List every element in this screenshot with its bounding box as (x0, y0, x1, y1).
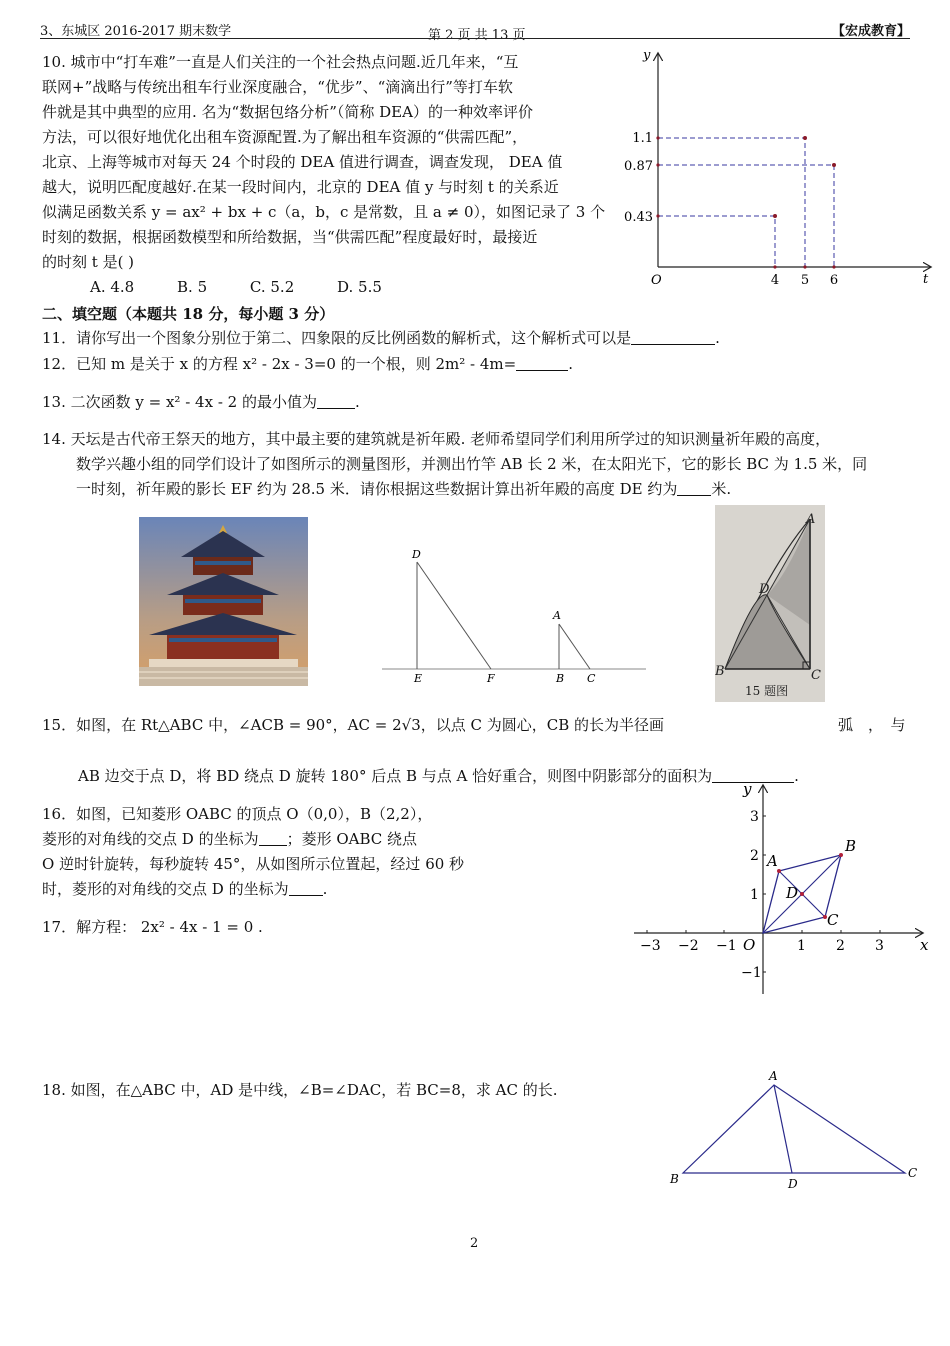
label-b: B (715, 664, 725, 679)
y-axis-label: y (643, 48, 651, 63)
y-tick-0-87: 0.87 (624, 159, 653, 174)
q16-line: 16．如图，已知菱形 OABC 的顶点 O（0,0），B（2,2）， (42, 805, 433, 823)
label-a: A (553, 609, 561, 622)
q10-line: 似满足函数关系 y = ax² + bx + c（a，b，c 是常数，且 a ≠ 0），如图记录了 3 个 (42, 203, 606, 221)
question-18: 18. 如图，在△ABC 中，AD 是中线，∠B=∠DAC，若 BC=8，求 AC 的长. (42, 1081, 558, 1099)
q14-line-last: 一时刻，祈年殿的影长 EF 约为 28.5 米．请你根据这些数据计算出祈年殿的高度 DE 约为 米. (76, 480, 732, 498)
choice-b: B. 5 (177, 278, 208, 296)
choice-d: D. 5.5 (337, 278, 382, 296)
header-page-indicator: 第 2 页 共 13 页 (428, 28, 526, 43)
label-f: F (487, 672, 495, 685)
x-tick-3: 3 (875, 938, 884, 954)
question-15-line1: 15．如图，在 Rt△ABC 中，∠ACB = 90°，AC = 2√3，以点 C 为圆心，CB 的长为半径画 (42, 716, 665, 734)
q12-answer-blank[interactable] (516, 354, 568, 371)
question-10 (42, 50, 607, 300)
question-14 (42, 427, 922, 502)
question-13: 13. 二次函数 y = x² - 4x - 2 的最小值为 . (42, 393, 360, 411)
q10-choices (42, 275, 607, 300)
q10-line: 越大，说明匹配度越好.在某一段时间内，北京的 DEA 值 y 与时刻 t 的关系近 (42, 178, 559, 196)
figure-caption: 15 题图 (745, 684, 789, 698)
label-d: D (788, 1177, 798, 1191)
q14-line: 14. 天坛是古代帝王祭天的地方，其中最主要的建筑就是祈年殿. 老师希望同学们利用所学过的知识测量祈年殿的高度， (42, 430, 831, 448)
question-17: 17．解方程： 2x² - 4x - 1 = 0 . (42, 918, 263, 936)
q10-line: 件就是其中典型的应用. 名为“数据包络分析”（简称 DEA）的一种效率评价 (42, 103, 533, 121)
label-b: B (556, 672, 565, 685)
question-12: 12．已知 m 是关于 x 的方程 x² - 2x - 3=0 的一个根，则 2m² - 4m= . (42, 355, 573, 373)
y-tick-3: 3 (750, 809, 759, 825)
label-c: C (908, 1166, 918, 1180)
q11-answer-blank[interactable] (631, 328, 715, 345)
triangle-abc (683, 1085, 905, 1173)
label-a: A (769, 1069, 778, 1083)
question-15-line2: AB 边交于点 D，将 BD 绕点 D 旋转 180° 后点 B 与点 A 恰好重合，则图中阴影部分的面积为 . (78, 767, 799, 785)
segment-ac (559, 624, 590, 669)
point-b-label: B (845, 837, 857, 855)
q14-line: 数学兴趣小组的同学们设计了如图所示的测量图形，并测出竹竿 AB 长 2 米，在太阳光下，它的影长 BC 为 1.5 米，同 (76, 455, 868, 473)
origin-label: O (743, 936, 756, 954)
section-2-title: 二、填空题（本题共 18 分，每小题 3 分） (42, 305, 335, 323)
guide-t5 (658, 138, 805, 267)
q10-line: 方法，可以很好地优化出租车资源配置.为了解出租车资源的“供需匹配”， (42, 128, 528, 146)
label-e: E (414, 672, 423, 685)
origin-label: O (651, 273, 662, 288)
header-left: 3、东城区 2016-2017 期末数学 (40, 24, 232, 39)
point-t6 (832, 163, 836, 167)
q16-line: O 逆时针旋转，每秒旋转 45°，从如图所示位置起，经过 60 秒 (42, 855, 465, 873)
q16-answer-blank-2[interactable] (289, 879, 323, 896)
y-tick-2: 2 (750, 848, 759, 864)
q13-answer-blank[interactable] (317, 392, 355, 409)
q10-line: 时刻的数据，根据函数模型和所给数据，当“供需匹配”程度最好时，最接近 (42, 228, 538, 246)
label-c: C (587, 672, 596, 685)
t-tick-6: 6 (829, 273, 839, 288)
x-tick-2: 2 (836, 938, 845, 954)
header-rule (40, 38, 910, 39)
header-brand: 【宏成教育】 (831, 24, 910, 39)
x-tick-1: 1 (797, 938, 806, 954)
q14-measurement-figure (378, 540, 650, 690)
q10-line: 10. 城市中“打车难”一直是人们关注的一个社会热点问题.近几年来，“互 (42, 53, 519, 71)
y-tick-0-43: 0.43 (624, 210, 653, 225)
point-c-label: C (827, 911, 839, 929)
segment-df (417, 562, 491, 669)
q15-figure-photo (715, 505, 825, 702)
q16-rhombus-graph (630, 780, 935, 1000)
label-d: D (412, 548, 421, 561)
label-d: D (759, 582, 770, 597)
q18-triangle-figure (665, 1065, 925, 1195)
guide-t4 (658, 216, 775, 267)
t-tick-4: 4 (770, 273, 780, 288)
label-c: C (811, 668, 821, 683)
page-number: 2 (470, 1236, 479, 1251)
label-a: A (806, 512, 816, 527)
q10-line: 的时刻 t 是( ) (42, 253, 135, 271)
t-axis-label: t (923, 272, 929, 287)
q16-line: 时，菱形的对角线的交点 D 的坐标为 . (42, 880, 328, 898)
q11-text: 11．请你写出一个图象分别位于第二、四象限的反比例函数的解析式，这个解析式可以是 (42, 329, 632, 347)
temple-of-heaven-photo (139, 517, 308, 686)
q13-text: 13. 二次函数 y = x² - 4x - 2 的最小值为 (42, 393, 317, 411)
q14-answer-blank[interactable] (677, 479, 711, 496)
x-tick-neg1: −1 (716, 938, 737, 954)
choice-c: C. 5.2 (249, 278, 295, 296)
q16-answer-blank-1[interactable] (259, 829, 287, 846)
point-a-label: A (767, 852, 778, 870)
x-tick-neg3: −3 (640, 938, 661, 954)
q10-line: 联网+”战略与传统出租车行业深度融合，“优步”、“滴滴出行”等打车软 (42, 78, 513, 96)
t-tick-5: 5 (800, 273, 810, 288)
y-axis-label: y (743, 780, 752, 798)
point-t5 (803, 136, 807, 140)
question-16 (42, 802, 512, 902)
segment-ad (774, 1085, 792, 1173)
question-11: 11．请你写出一个图象分别位于第二、四象限的反比例函数的解析式，这个解析式可以是 . (42, 329, 720, 347)
x-tick-neg2: −2 (678, 938, 699, 954)
question-15-line1-end: 弧 ， 与 (838, 716, 906, 734)
q12-text: 12．已知 m 是关于 x 的方程 x² - 2x - 3=0 的一个根，则 2m² - 4m= (42, 355, 517, 373)
choice-a: A. 4.8 (90, 278, 135, 296)
q10-dea-graph (615, 42, 940, 292)
q16-line: 菱形的对角线的交点 D 的坐标为 ；菱形 OABC 绕点 (42, 830, 418, 848)
x-axis-label: x (920, 936, 929, 954)
y-tick-1-1: 1.1 (632, 131, 653, 146)
label-b: B (670, 1172, 679, 1186)
y-tick-neg1: −1 (741, 965, 762, 981)
q10-line: 北京、上海等城市对每天 24 个时段的 DEA 值进行调查，调查发现， DEA 值 (42, 153, 563, 171)
y-tick-1: 1 (750, 887, 759, 903)
point-d-label: D (786, 884, 799, 902)
point-t4 (773, 214, 777, 218)
